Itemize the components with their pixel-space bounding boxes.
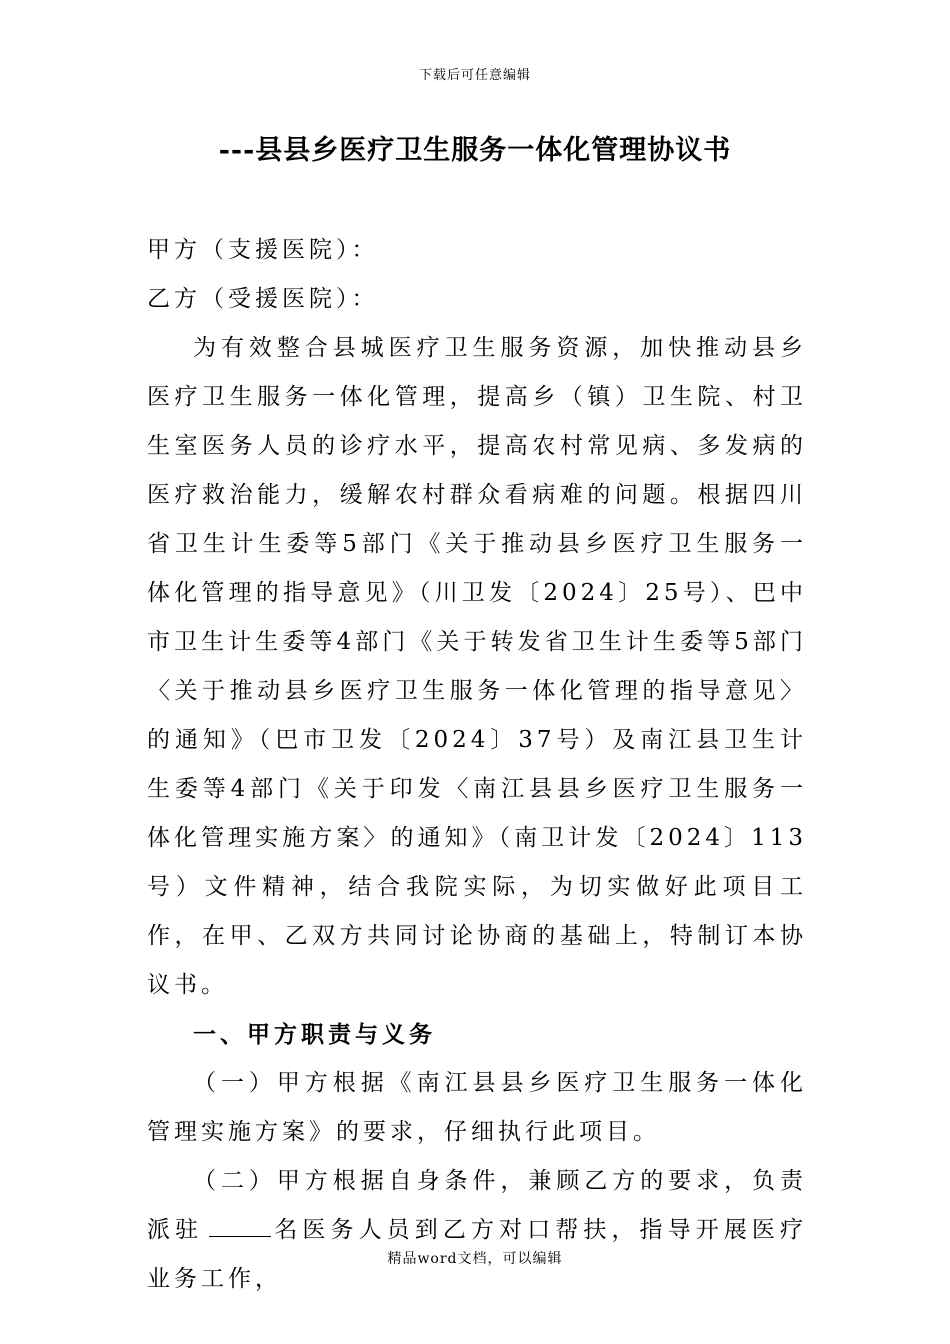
header-note: 下载后可任意编辑: [418, 68, 531, 83]
section-1-item-1: （一）甲方根据《南江县县乡医疗卫生服务一体化管理实施方案》的要求，仔细执行此项目。: [147, 1070, 807, 1145]
section-1-item-2-continued: 名医务人员到乙方对口帮扶，指导开展医疗业务工作，: [147, 1217, 808, 1292]
party-a-line: 甲方（支援医院）：: [147, 237, 379, 263]
document-title: ---县县乡医疗卫生服务一体化管理协议书: [218, 135, 732, 166]
footer-note: 精品word文档，可以编辑: [387, 1251, 563, 1267]
party-b-line: 乙方（受援医院）：: [147, 286, 379, 312]
intro-paragraph: 为有效整合县城医疗卫生服务资源，加快推动县乡医疗卫生服务一体化管理，提高乡（镇）卫生院、村卫生室医务人员的诊疗水平，提高农村常见病、多发病的医疗救治能力，缓解农村群众看病难的问题。根据四川省卫生计生委等5部门《关于推动县乡医疗卫生服务一体化管理的指导意见》（川卫发〔2024〕25号）、巴中市卫生计生委等4部门《关于转发省卫生计生委等5部门〈关于推动县乡医疗卫生服务一体化管理的指导意见〉的通知》（巴市卫发〔2024〕37号）及南江县卫生计生委等4部门《关于印发〈南江县县乡医疗卫生服务一体化管理实施方案〉的通知》（南卫计发〔2024〕113号）文件精神，结合我院实际，为切实做好此项目工作，在甲、乙双方共同讨论协商的基础上，特制订本协议书。: [147, 335, 807, 998]
fill-in-blank: [209, 1214, 271, 1237]
section-1-item-2: [147, 1157, 807, 1304]
section-1-item-2-text: （二）甲方根据自身条件，兼顾乙方的要求，负责派驻: [147, 1168, 807, 1243]
section-1-heading: 一、甲方职责与义务: [193, 1021, 436, 1048]
document-body: [147, 226, 807, 1304]
